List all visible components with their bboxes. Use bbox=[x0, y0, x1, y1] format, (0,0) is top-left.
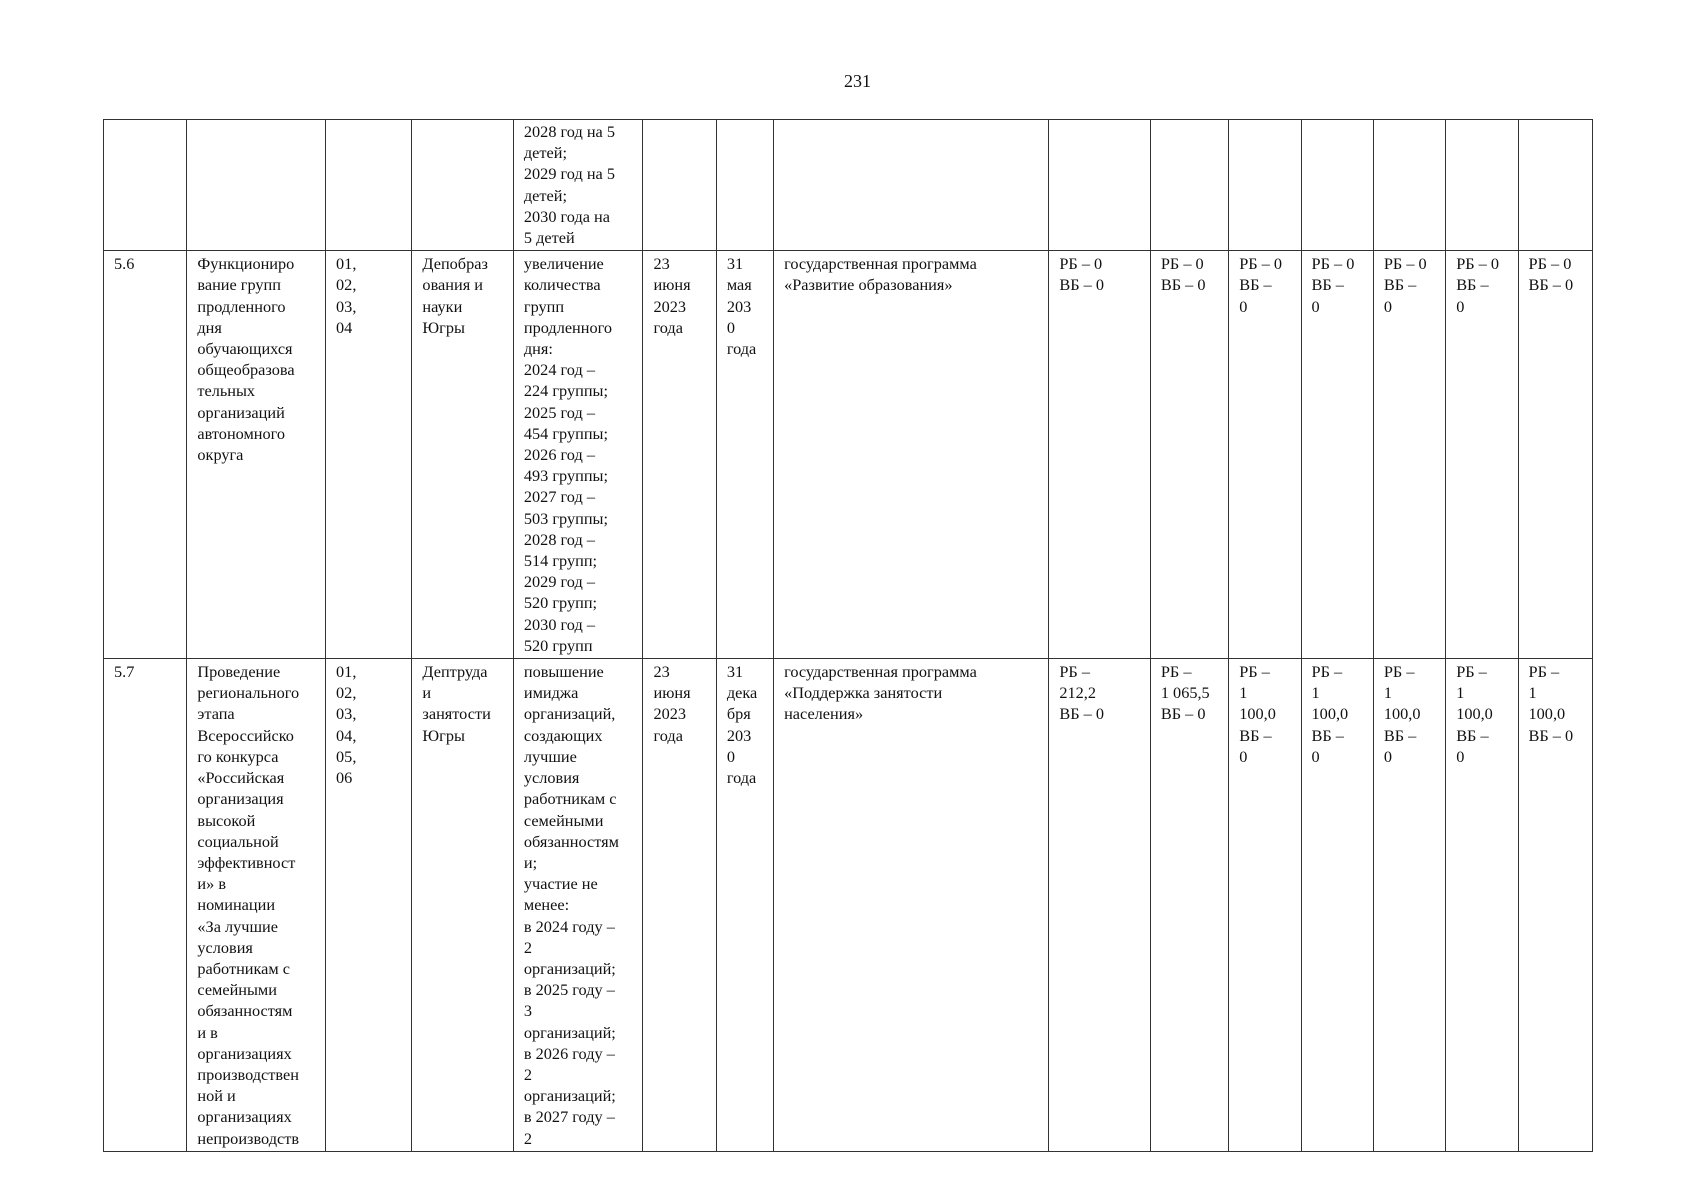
cell-line: и bbox=[422, 683, 432, 703]
cell-line: организациях bbox=[197, 1043, 292, 1063]
cell-line: 520 групп; bbox=[523, 593, 598, 613]
cell-line: Всероссийско bbox=[197, 725, 294, 745]
cell-funding-4 bbox=[1301, 251, 1373, 659]
cell-line: ВБ – 0 bbox=[1160, 704, 1206, 724]
cell-line: 0 bbox=[1383, 296, 1392, 316]
cell-line: 23 bbox=[653, 662, 670, 682]
cell-line: РБ – bbox=[1160, 662, 1192, 682]
cell-line: 2030 год – bbox=[523, 614, 595, 634]
cell-line: «Поддержка занятости bbox=[784, 683, 943, 703]
cell-line: в 2027 году – bbox=[523, 1107, 615, 1127]
cell-line: непроизводств bbox=[197, 1128, 300, 1148]
cell-line: тельных bbox=[197, 381, 256, 401]
cell-line: организаций bbox=[197, 402, 285, 422]
cell-line: этапа bbox=[197, 704, 235, 724]
cell-line: в 2025 году – bbox=[523, 980, 615, 1000]
cell-line: науки bbox=[422, 296, 463, 316]
cell-line: 100,0 bbox=[1456, 704, 1493, 724]
cell-funding-7 bbox=[1518, 659, 1592, 1152]
cell-source-program bbox=[774, 659, 1049, 1152]
cell-line: 04, bbox=[336, 725, 357, 745]
cell-line: «Российская bbox=[197, 768, 285, 788]
cell-line: детей; bbox=[523, 143, 567, 163]
cell-line: года bbox=[653, 725, 683, 745]
cell-line: 0 bbox=[726, 317, 735, 337]
table-row bbox=[104, 251, 1593, 659]
cell-line: 02, bbox=[336, 683, 357, 703]
cell-line: мая bbox=[726, 275, 752, 295]
cell-line: 2025 год – bbox=[523, 402, 595, 422]
cell-number bbox=[104, 659, 187, 1152]
cell-line: регионального bbox=[197, 683, 300, 703]
cell-funding-3 bbox=[1229, 120, 1301, 251]
cell-start-date bbox=[643, 120, 716, 251]
cell-line: го конкурса bbox=[197, 746, 279, 766]
cell-line: организаций; bbox=[523, 1022, 616, 1042]
cell-line: 100,0 bbox=[1528, 704, 1566, 724]
cell-line: РБ – bbox=[1239, 662, 1270, 682]
cell-line: 03, bbox=[336, 296, 357, 316]
cell-line: детей; bbox=[523, 185, 567, 205]
cell-line: ВБ – 0 bbox=[1528, 275, 1574, 295]
cell-line: 0 bbox=[1383, 746, 1392, 766]
cell-line: создающих bbox=[523, 725, 603, 745]
cell-line: 2028 год на 5 bbox=[523, 122, 615, 141]
cell-line: 04 bbox=[336, 317, 353, 337]
cell-line: 100,0 bbox=[1239, 704, 1276, 724]
cell-line: ВБ – 0 bbox=[1160, 275, 1206, 295]
cell-line: номинации bbox=[197, 895, 276, 915]
cell-line: 2030 года на bbox=[523, 206, 610, 226]
cell-line: Югры bbox=[422, 725, 465, 745]
cell-line: ВБ – bbox=[1239, 275, 1272, 295]
cell-line: занятости bbox=[422, 704, 491, 724]
cell-line: участие не bbox=[523, 874, 598, 894]
cell-line: ВБ – bbox=[1456, 275, 1489, 295]
cell-line: 203 bbox=[726, 725, 752, 745]
cell-line: 503 группы; bbox=[523, 508, 609, 528]
table-row bbox=[104, 659, 1593, 1152]
cell-line: автономного bbox=[197, 423, 286, 443]
cell-line: года bbox=[726, 768, 757, 788]
cell-line: и; bbox=[523, 852, 538, 872]
cell-line: 03, bbox=[336, 704, 357, 724]
cell-line: менее: bbox=[523, 895, 570, 915]
cell-line: 1 bbox=[1528, 683, 1537, 703]
cell-line: населения» bbox=[784, 704, 864, 724]
cell-expected-result bbox=[513, 659, 643, 1152]
cell-line: 0 bbox=[1456, 746, 1465, 766]
cell-line: 23 bbox=[653, 254, 670, 274]
cell-line: ной и bbox=[197, 1086, 236, 1106]
cell-line: Депобраз bbox=[422, 254, 488, 274]
cell-line: 05, bbox=[336, 746, 357, 766]
cell-line: 203 bbox=[726, 296, 752, 316]
cell-line: 2 bbox=[523, 1064, 533, 1084]
cell-line: 493 группы; bbox=[523, 466, 609, 486]
cell-line: РБ – 0 bbox=[1528, 254, 1572, 274]
cell-line: 1 bbox=[1456, 683, 1465, 703]
cell-line: ВБ – 0 bbox=[1059, 704, 1105, 724]
cell-line: 0 bbox=[1456, 296, 1465, 316]
cell-line: 2023 bbox=[653, 704, 687, 724]
cell-measure-name bbox=[187, 120, 326, 251]
cell-line: дня bbox=[197, 317, 222, 337]
cell-line: РБ – bbox=[1383, 662, 1415, 682]
cell-line: ВБ – 0 bbox=[1059, 275, 1105, 295]
cell-line: количества bbox=[523, 275, 601, 295]
cell-line: продленного bbox=[197, 296, 286, 316]
cell-funding-6 bbox=[1446, 251, 1518, 659]
cell-line: 02, bbox=[336, 275, 357, 295]
cell-funding-4 bbox=[1301, 659, 1373, 1152]
cell-line: РБ – 0 bbox=[1160, 254, 1204, 274]
cell-line: условия bbox=[523, 768, 580, 788]
cell-line: года bbox=[726, 339, 757, 359]
cell-line: Дептруда bbox=[422, 662, 488, 682]
cell-line: групп bbox=[523, 296, 565, 316]
cell-line: 224 группы; bbox=[523, 381, 609, 401]
cell-line: семейными bbox=[197, 980, 277, 1000]
cell-line: ВБ – 0 bbox=[1528, 725, 1574, 745]
cell-line: округа bbox=[197, 445, 244, 465]
cell-line: дня: bbox=[523, 339, 553, 359]
cell-start-date bbox=[643, 251, 716, 659]
cell-line: ВБ – bbox=[1456, 725, 1489, 745]
cell-line: 2024 год – bbox=[523, 360, 595, 380]
cell-line: 2027 год – bbox=[523, 487, 595, 507]
cell-executor bbox=[412, 251, 513, 659]
cell-line: бря bbox=[726, 704, 751, 724]
cell-line: 514 групп; bbox=[523, 551, 598, 571]
cell-line: 0 bbox=[1239, 296, 1248, 316]
cell-line: эффективност bbox=[197, 852, 296, 872]
cell-line: ования и bbox=[422, 275, 483, 295]
cell-line: лучшие bbox=[523, 746, 577, 766]
cell-funding-5 bbox=[1373, 251, 1445, 659]
cell-end-date bbox=[716, 120, 773, 251]
cell-line: высокой bbox=[197, 810, 256, 830]
cell-line: ВБ – bbox=[1239, 725, 1272, 745]
cell-line: организациях bbox=[197, 1107, 292, 1127]
cell-line: июня bbox=[653, 683, 691, 703]
cell-line: организаций, bbox=[523, 704, 616, 724]
cell-line: общеобразова bbox=[197, 360, 295, 380]
cell-line: организаций; bbox=[523, 958, 616, 978]
cell-line: работникам с bbox=[197, 958, 290, 978]
cell-line: 01, bbox=[336, 254, 357, 274]
cell-task-numbers bbox=[326, 120, 412, 251]
cell-line: 520 групп bbox=[523, 635, 593, 655]
cell-funding-2 bbox=[1150, 251, 1228, 659]
cell-line: вание групп bbox=[197, 275, 281, 295]
cell-line: Проведение bbox=[197, 662, 281, 682]
cell-funding-6 bbox=[1446, 120, 1518, 251]
cell-funding-7 bbox=[1518, 251, 1592, 659]
cell-number bbox=[104, 251, 187, 659]
cell-measure-name bbox=[187, 659, 326, 1152]
cell-line: «За лучшие bbox=[197, 916, 278, 936]
cell-line: РБ – 0 bbox=[1239, 254, 1283, 274]
cell-line: 2028 год – bbox=[523, 529, 595, 549]
cell-funding-6 bbox=[1446, 659, 1518, 1152]
cell-line: 2 bbox=[523, 937, 533, 957]
cell-line: государственная программа bbox=[784, 662, 977, 682]
cell-line: 0 bbox=[1311, 296, 1320, 316]
cell-source-program bbox=[774, 120, 1049, 251]
cell-line: 2023 bbox=[653, 296, 687, 316]
cell-line: производствен bbox=[197, 1064, 299, 1084]
table-body bbox=[104, 120, 1593, 1152]
cell-line: организация bbox=[197, 789, 284, 809]
cell-line: 0 bbox=[726, 746, 735, 766]
cell-funding-1 bbox=[1049, 251, 1150, 659]
cell-line: РБ – 0 bbox=[1383, 254, 1427, 274]
cell-line: работникам с bbox=[523, 789, 617, 809]
cell-line: ВБ – bbox=[1311, 725, 1344, 745]
cell-line: увеличение bbox=[523, 254, 604, 274]
cell-line: Югры bbox=[422, 317, 465, 337]
cell-measure-name bbox=[187, 251, 326, 659]
cell-line: года bbox=[653, 317, 683, 337]
cell-source-program bbox=[774, 251, 1049, 659]
cell-funding-7 bbox=[1518, 120, 1592, 251]
cell-line: 3 bbox=[523, 1001, 533, 1021]
cell-line: 2026 год – bbox=[523, 445, 595, 465]
cell-line: 100,0 bbox=[1383, 704, 1421, 724]
cell-line: повышение bbox=[523, 662, 604, 682]
cell-funding-2 bbox=[1150, 120, 1228, 251]
cell-line: 2 bbox=[523, 1128, 533, 1148]
cell-funding-3 bbox=[1229, 659, 1301, 1152]
cell-expected-result bbox=[513, 120, 643, 251]
cell-funding-3 bbox=[1229, 251, 1301, 659]
cell-line: Функциониро bbox=[197, 254, 295, 274]
cell-line: обязанностям bbox=[197, 1001, 293, 1021]
cell-line: 2029 год на 5 bbox=[523, 164, 615, 184]
cell-line: РБ – bbox=[1528, 662, 1560, 682]
cell-funding-4 bbox=[1301, 120, 1373, 251]
page-number: 231 bbox=[844, 71, 871, 91]
cell-line: 100,0 bbox=[1311, 704, 1349, 724]
cell-line: 5 детей bbox=[523, 228, 575, 248]
cell-line: в 2024 году – bbox=[523, 916, 615, 936]
cell-line: 0 bbox=[1239, 746, 1248, 766]
cell-line: 212,2 bbox=[1059, 683, 1097, 703]
cell-line: и» в bbox=[197, 874, 227, 894]
cell-line: РБ – bbox=[1456, 662, 1487, 682]
cell-expected-result bbox=[513, 251, 643, 659]
cell-line: «Развитие образования» bbox=[784, 275, 953, 295]
cell-line: 1 bbox=[1239, 683, 1248, 703]
cell-line: ВБ – bbox=[1383, 275, 1417, 295]
cell-line: в 2026 году – bbox=[523, 1043, 615, 1063]
cell-line: 01, bbox=[336, 662, 357, 682]
cell-end-date bbox=[716, 659, 773, 1152]
cell-line: 2029 год – bbox=[523, 572, 595, 592]
cell-line: РБ – bbox=[1059, 662, 1090, 682]
cell-line: социальной bbox=[197, 831, 279, 851]
cell-line: 1 bbox=[1383, 683, 1392, 703]
cell-line: организаций; bbox=[523, 1086, 616, 1106]
cell-funding-1 bbox=[1049, 659, 1150, 1152]
cell-executor bbox=[412, 659, 513, 1152]
measures-table bbox=[103, 119, 1593, 1152]
cell-line: РБ – 0 bbox=[1311, 254, 1355, 274]
cell-line: 06 bbox=[336, 768, 353, 788]
cell-line: семейными bbox=[523, 810, 604, 830]
cell-line: 0 bbox=[1311, 746, 1320, 766]
cell-line: 1 bbox=[1311, 683, 1320, 703]
cell-line: государственная программа bbox=[784, 254, 977, 274]
cell-line: РБ – 0 bbox=[1059, 254, 1103, 274]
cell-line: и в bbox=[197, 1022, 218, 1042]
cell-funding-1 bbox=[1049, 120, 1150, 251]
cell-task-numbers bbox=[326, 659, 412, 1152]
table-row bbox=[104, 120, 1593, 251]
cell-line: 31 bbox=[726, 254, 744, 274]
cell-line: обучающихся bbox=[197, 339, 293, 359]
cell-line: РБ – 0 bbox=[1456, 254, 1500, 274]
cell-line: имиджа bbox=[523, 683, 579, 703]
cell-executor bbox=[412, 120, 513, 251]
cell-funding-2 bbox=[1150, 659, 1228, 1152]
cell-end-date bbox=[716, 251, 773, 659]
cell-line: РБ – bbox=[1311, 662, 1343, 682]
cell-line: ВБ – bbox=[1311, 275, 1344, 295]
cell-line: условия bbox=[197, 937, 253, 957]
cell-funding-5 bbox=[1373, 659, 1445, 1152]
cell-start-date bbox=[643, 659, 716, 1152]
cell-line: 1 065,5 bbox=[1160, 683, 1210, 703]
cell-line: 5.6 bbox=[114, 254, 135, 274]
cell-line: обязанностям bbox=[523, 831, 619, 851]
cell-line: 454 группы; bbox=[523, 423, 609, 443]
cell-line: ВБ – bbox=[1383, 725, 1417, 745]
cell-task-numbers bbox=[326, 251, 412, 659]
cell-line: 5.7 bbox=[114, 662, 135, 682]
cell-line: 31 bbox=[726, 662, 744, 682]
cell-funding-5 bbox=[1373, 120, 1445, 251]
cell-line: дека bbox=[726, 683, 758, 703]
cell-line: продленного bbox=[523, 317, 613, 337]
cell-number bbox=[104, 120, 187, 251]
cell-line: июня bbox=[653, 275, 691, 295]
